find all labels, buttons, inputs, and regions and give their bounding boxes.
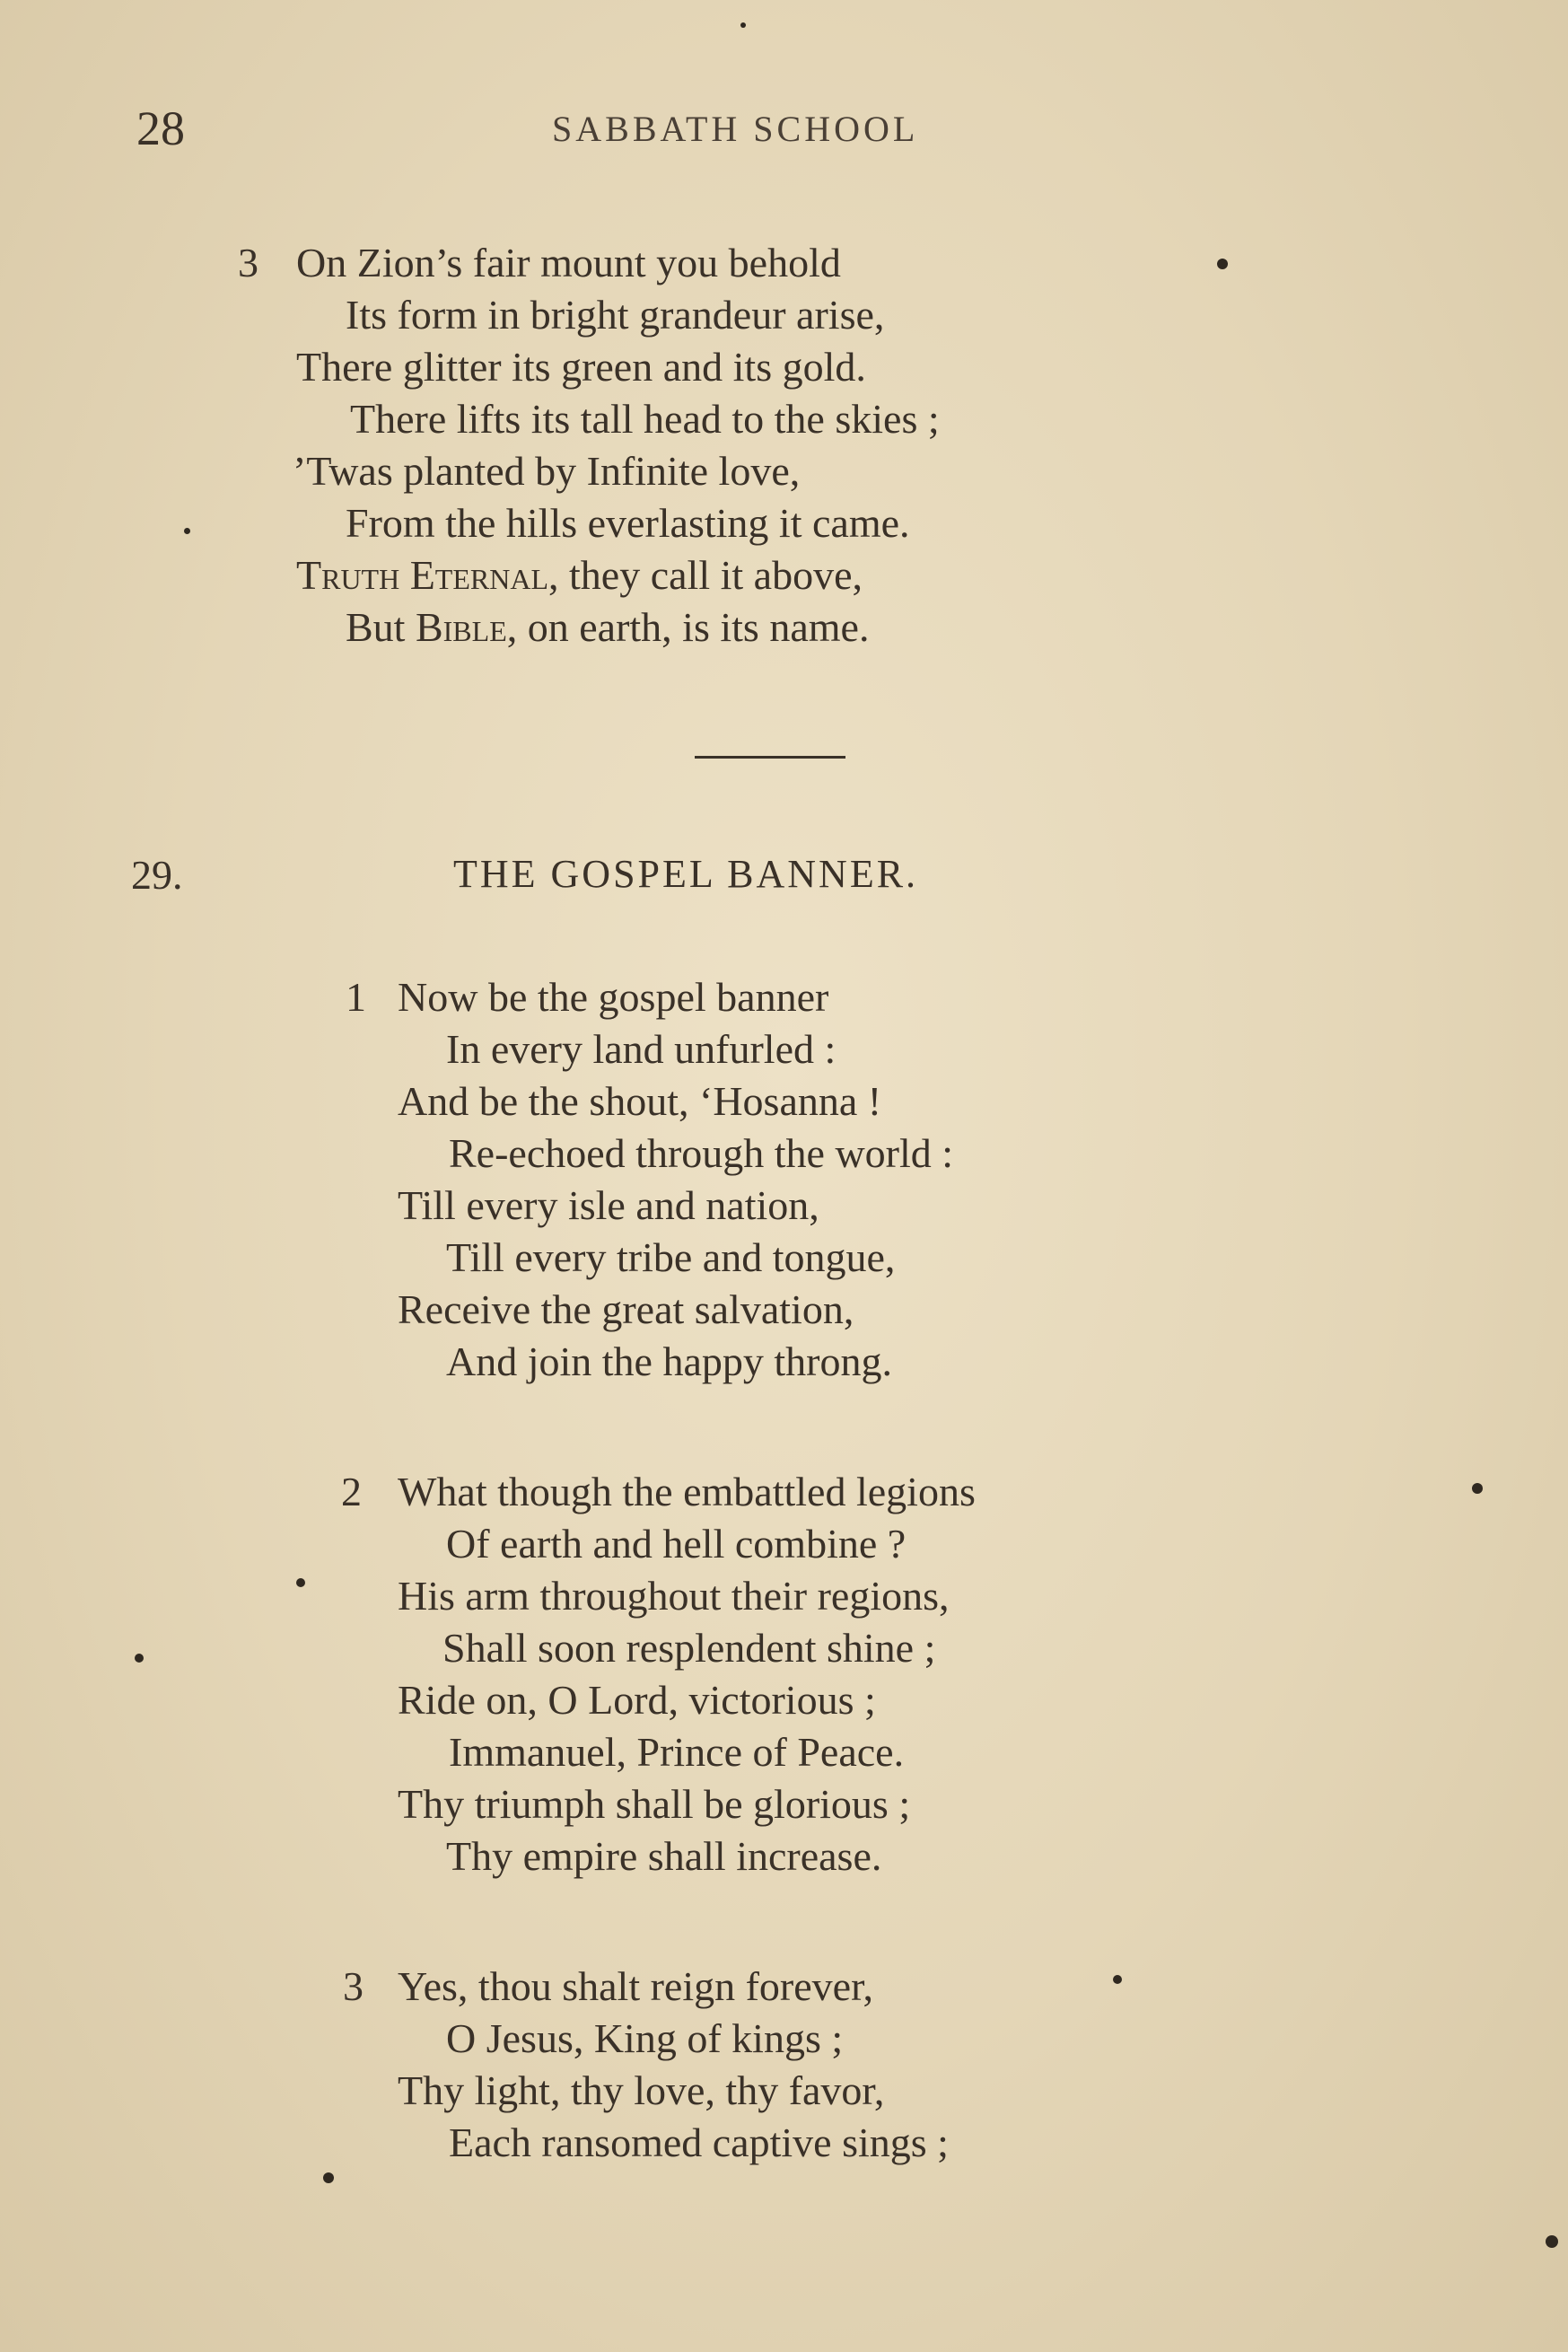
paper-speck bbox=[296, 1578, 305, 1587]
small-caps-phrase: Truth Eternal bbox=[296, 552, 549, 598]
verse-line: Of earth and hell combine ? bbox=[446, 1521, 907, 1567]
verse-line: What though the embattled legions bbox=[398, 1469, 976, 1514]
paper-speck bbox=[1217, 259, 1228, 269]
paper-speck bbox=[1113, 1975, 1122, 1984]
verse-line: Till every tribe and tongue, bbox=[446, 1234, 896, 1280]
verse-line: Immanuel, Prince of Peace. bbox=[449, 1729, 905, 1775]
running-head: SABBATH SCHOOL bbox=[552, 109, 919, 149]
verse-line: His arm throughout their regions, bbox=[398, 1573, 950, 1619]
verse-line bbox=[296, 549, 863, 601]
stanza-number: 2 bbox=[341, 1469, 362, 1514]
line-text: , they call it above, bbox=[548, 552, 863, 598]
paper-speck bbox=[740, 22, 746, 28]
paper-speck bbox=[323, 2172, 334, 2183]
verse-line: There glitter its green and its gold. bbox=[296, 344, 866, 390]
stanza-number: 3 bbox=[343, 1963, 364, 2009]
line-text: , on earth, is its name. bbox=[506, 604, 870, 650]
verse-line: Now be the gospel banner bbox=[398, 974, 829, 1020]
verse-line: From the hills everlasting it came. bbox=[346, 500, 910, 546]
hymn-title: THE GOSPEL BANNER. bbox=[453, 852, 919, 896]
paper-speck bbox=[1546, 2235, 1558, 2248]
verse-line: Thy light, thy love, thy favor, bbox=[398, 2067, 885, 2113]
verse-line: And be the shout, ‘Hosanna ! bbox=[398, 1078, 882, 1124]
verse-line: Shall soon resplendent shine ; bbox=[442, 1625, 936, 1671]
hymn-number: 29. bbox=[131, 852, 183, 898]
line-text: But bbox=[346, 604, 416, 650]
verse-line: Yes, thou shalt reign forever, bbox=[398, 1963, 874, 2009]
paper-speck bbox=[135, 1654, 144, 1663]
verse-line: Re-echoed through the world : bbox=[449, 1130, 954, 1176]
verse-line: Ride on, O Lord, victorious ; bbox=[398, 1677, 876, 1723]
verse-line: Till every isle and nation, bbox=[398, 1182, 819, 1228]
verse-line: There lifts its tall head to the skies ; bbox=[350, 396, 940, 442]
stanza-number: 3 bbox=[238, 240, 258, 285]
page-number: 28 bbox=[136, 101, 185, 155]
verse-line: ’Twas planted by Infinite love, bbox=[293, 448, 801, 494]
page-header bbox=[0, 101, 1568, 163]
stanza-number: 1 bbox=[346, 974, 366, 1020]
verse-line: In every land unfurled : bbox=[446, 1026, 837, 1072]
paper-speck bbox=[184, 528, 190, 534]
section-divider bbox=[695, 756, 845, 759]
verse-line: On Zion’s fair mount you behold bbox=[296, 240, 841, 285]
verse-line bbox=[346, 601, 869, 654]
verse-line: Thy triumph shall be glorious ; bbox=[398, 1781, 911, 1827]
small-caps-phrase: Bible bbox=[415, 604, 507, 650]
verse-line: Receive the great salvation, bbox=[398, 1286, 854, 1332]
verse-line: O Jesus, King of kings ; bbox=[446, 2015, 844, 2061]
verse-line: Thy empire shall increase. bbox=[446, 1833, 882, 1879]
verse-line: And join the happy throng. bbox=[446, 1338, 892, 1384]
paper-speck bbox=[1472, 1483, 1483, 1494]
verse-line: Each ransomed captive sings ; bbox=[449, 2119, 949, 2165]
verse-line: Its form in bright grandeur arise, bbox=[346, 292, 885, 338]
